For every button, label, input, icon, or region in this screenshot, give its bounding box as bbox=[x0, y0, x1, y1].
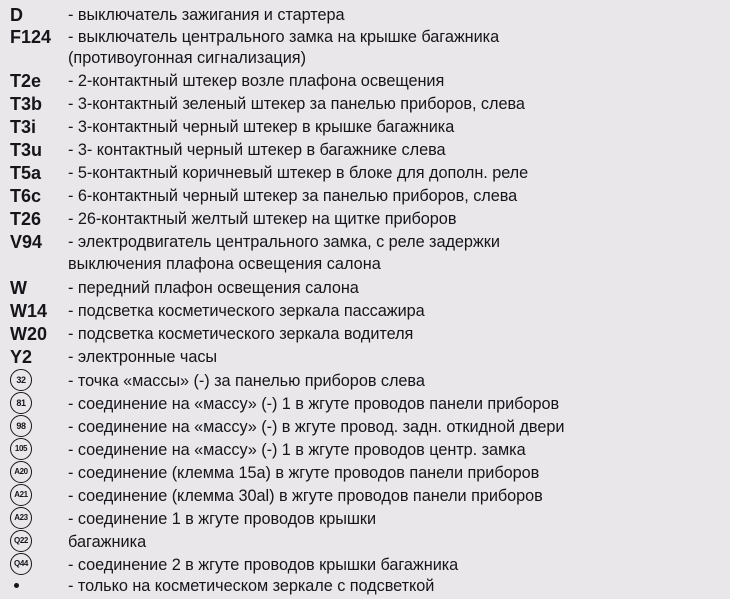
legend-description-text: выключатель центрального замка на крышке багажника bbox=[77, 28, 500, 46]
legend-description bbox=[68, 323, 413, 345]
legend-description-text: передний плафон освещения салона bbox=[77, 279, 359, 297]
legend-description bbox=[68, 70, 444, 92]
dash: - bbox=[68, 28, 74, 46]
legend-description bbox=[68, 231, 500, 253]
ground-point-circle-icon: 32 bbox=[10, 369, 32, 391]
legend-row bbox=[0, 4, 730, 26]
legend-row bbox=[0, 208, 730, 230]
legend-description bbox=[68, 277, 359, 299]
dash: - bbox=[68, 395, 74, 413]
legend-description-text: соединение на «массу» (-) в жгуте провод. задн. откидной двери bbox=[77, 418, 565, 436]
legend-description bbox=[68, 554, 458, 576]
legend-code: T5a bbox=[10, 163, 42, 183]
legend-description-continuation: багажника bbox=[68, 533, 147, 551]
legend-row bbox=[0, 162, 730, 184]
dash: - bbox=[68, 233, 74, 251]
legend-description-text: выключатель зажигания и стартера bbox=[77, 6, 345, 24]
legend-row bbox=[0, 277, 730, 299]
legend-row bbox=[0, 346, 730, 368]
legend-description-text: 3- контактный черный штекер в багажнике слева bbox=[77, 141, 446, 159]
dash: - bbox=[68, 164, 74, 182]
legend-description-text: 26-контактный желтый штекер на щитке приборов bbox=[77, 210, 457, 228]
dash: - bbox=[68, 6, 74, 24]
legend-description bbox=[68, 370, 425, 392]
legend-row bbox=[0, 323, 730, 345]
legend-description-text: 3-контактный зеленый штекер за панелью приборов, слева bbox=[77, 95, 525, 113]
legend-code: T26 bbox=[10, 209, 42, 229]
connection-point-circle-icon: A20 bbox=[10, 461, 32, 483]
legend-description bbox=[68, 485, 543, 507]
legend-description-text: соединение 2 в жгуте проводов крышки багажника bbox=[77, 556, 459, 574]
legend-row-circled bbox=[0, 531, 730, 553]
dash: - bbox=[68, 187, 74, 205]
legend-description-text: подсветка косметического зеркала водителя bbox=[77, 325, 414, 343]
legend-description bbox=[68, 300, 425, 322]
legend-row-dot bbox=[0, 575, 730, 597]
dash: - bbox=[68, 118, 74, 136]
legend-code: D bbox=[10, 5, 23, 25]
legend-row bbox=[0, 231, 730, 273]
legend-description-text: соединение (клемма 15а) в жгуте проводов панели приборов bbox=[77, 464, 540, 482]
legend-code: T3u bbox=[10, 140, 43, 160]
legend-description bbox=[68, 162, 528, 184]
legend-code: F124 bbox=[10, 27, 52, 47]
legend-row bbox=[0, 116, 730, 138]
legend-row-circled bbox=[0, 554, 730, 576]
legend-code: T3i bbox=[10, 117, 37, 137]
legend-description bbox=[68, 116, 454, 138]
legend-description bbox=[68, 462, 539, 484]
legend-description-text: соединение на «массу» (-) 1 в жгуте проводов центр. замка bbox=[77, 441, 526, 459]
legend-row-circled bbox=[0, 439, 730, 461]
legend-row bbox=[0, 139, 730, 161]
dot-marker-icon bbox=[14, 583, 19, 588]
legend-description bbox=[68, 508, 376, 530]
connection-point-circle-icon: Q22 bbox=[10, 530, 32, 552]
dash: - bbox=[68, 418, 74, 436]
legend-description-continuation: (противоугонная сигнализация) bbox=[68, 49, 307, 67]
legend-row-circled bbox=[0, 462, 730, 484]
dash: - bbox=[68, 487, 74, 505]
legend-description-text: электродвигатель центрального замка, с реле задержки bbox=[77, 233, 500, 251]
dash: - bbox=[68, 302, 74, 320]
legend-description-text: 6-контактный черный штекер за панелью приборов, слева bbox=[77, 187, 518, 205]
legend-description bbox=[68, 26, 499, 48]
legend-code: W20 bbox=[10, 324, 48, 344]
legend-description-text: соединение на «массу» (-) 1 в жгуте проводов панели приборов bbox=[77, 395, 560, 413]
ground-point-circle-icon: 81 bbox=[10, 392, 32, 414]
legend-row bbox=[0, 93, 730, 115]
dash: - bbox=[68, 577, 74, 595]
legend-description bbox=[68, 4, 345, 26]
legend-description-text: только на косметическом зеркале с подсветкой bbox=[77, 577, 435, 595]
legend-code: T2e bbox=[10, 71, 42, 91]
dash: - bbox=[68, 510, 74, 528]
legend-row-circled bbox=[0, 508, 730, 530]
legend-row bbox=[0, 185, 730, 207]
legend-description bbox=[68, 439, 526, 461]
dash: - bbox=[68, 464, 74, 482]
legend-row-circled bbox=[0, 485, 730, 507]
legend-description-text: электронные часы bbox=[77, 348, 218, 366]
legend-row-circled bbox=[0, 416, 730, 438]
legend-description bbox=[68, 93, 525, 115]
legend-code: W14 bbox=[10, 301, 48, 321]
legend-description bbox=[68, 393, 559, 415]
legend-description-text: 5-контактный коричневый штекер в блоке для дополн. реле bbox=[77, 164, 529, 182]
dash: - bbox=[68, 372, 74, 390]
dash: - bbox=[68, 556, 74, 574]
dash: - bbox=[68, 279, 74, 297]
legend-description-continuation: выключения плафона освещения салона bbox=[68, 255, 381, 273]
connection-point-circle-icon: A21 bbox=[10, 484, 32, 506]
legend-description bbox=[68, 208, 456, 230]
legend-code: V94 bbox=[10, 232, 43, 252]
legend-description-text: подсветка косметического зеркала пассажира bbox=[77, 302, 425, 320]
dash: - bbox=[68, 348, 74, 366]
legend-description-text: соединение 1 в жгуте проводов крышки bbox=[77, 510, 376, 528]
legend-code: Y2 bbox=[10, 347, 33, 367]
legend-description-text: 3-контактный черный штекер в крышке багажника bbox=[77, 118, 455, 136]
legend-code: T3b bbox=[10, 94, 43, 114]
legend-description bbox=[68, 575, 434, 597]
legend-description-text: 2-контактный штекер возле плафона освещения bbox=[77, 72, 445, 90]
ground-point-circle-icon: 98 bbox=[10, 415, 32, 437]
legend-row-circled bbox=[0, 393, 730, 415]
legend-description bbox=[68, 416, 564, 438]
connection-point-circle-icon: Q44 bbox=[10, 553, 32, 575]
legend-description bbox=[68, 139, 446, 161]
legend-row bbox=[0, 70, 730, 92]
legend-row-circled bbox=[0, 370, 730, 392]
legend-row bbox=[0, 300, 730, 322]
dash: - bbox=[68, 325, 74, 343]
dash: - bbox=[68, 441, 74, 459]
legend-code: T6c bbox=[10, 186, 42, 206]
legend-row bbox=[0, 26, 730, 67]
dash: - bbox=[68, 72, 74, 90]
legend-description-text: точка «массы» (-) за панелью приборов слева bbox=[77, 372, 425, 390]
legend-description bbox=[68, 346, 217, 368]
ground-point-circle-icon: 105 bbox=[10, 438, 32, 460]
dash: - bbox=[68, 210, 74, 228]
dash: - bbox=[68, 95, 74, 113]
dash: - bbox=[68, 141, 74, 159]
legend-description-text: соединение (клемма 30al) в жгуте проводов панели приборов bbox=[77, 487, 543, 505]
legend-description bbox=[68, 185, 517, 207]
connection-point-circle-icon: A23 bbox=[10, 507, 32, 529]
legend-code: W bbox=[10, 278, 27, 298]
